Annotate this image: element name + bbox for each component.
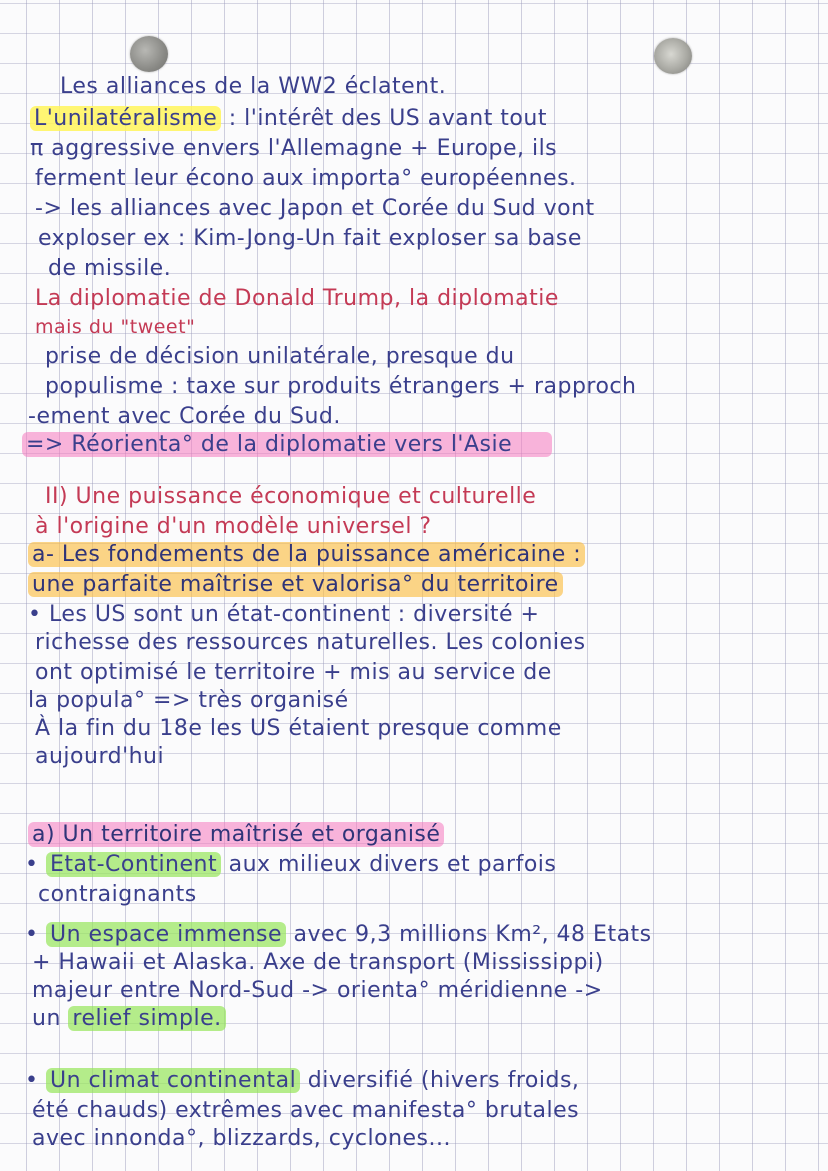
note-line-10: prise de décision unilatérale, presque du [45, 344, 515, 369]
bullet-icon: • [25, 1068, 46, 1093]
section-title-ii-cont: à l'origine d'un modèle universel ? [35, 514, 432, 539]
note-line-4: ferment leur écono aux importa° européennes. [35, 166, 577, 191]
note-line-18: • Les US sont un état-continent : diversité + [28, 602, 540, 627]
note-line-19: richesse des ressources naturelles. Les colonies [35, 630, 586, 655]
note-line-6: exploser ex : Kim-Jong-Un fait exploser sa base [38, 226, 582, 251]
highlight-maitrise: une parfaite maîtrise et valorisa° du territoire [28, 572, 563, 597]
subsection-a-title [28, 540, 585, 570]
note-line-13 [22, 430, 552, 460]
note-line-20: ont optimisé le territoire + mis au service de [35, 660, 552, 685]
note-line-21: la popula° => très organisé [28, 688, 349, 713]
note-line-23: aujourd'hui [35, 744, 165, 769]
note-line-29: majeur entre Nord-Sud -> orienta° méridienne -> [32, 978, 603, 1003]
note-line-11: populisme : taxe sur produits étrangers + rapproch [45, 374, 637, 399]
highlight-espace-immense: Un espace immense [46, 922, 286, 947]
subsection-a-title-cont [28, 570, 563, 600]
note-line-25: • Etat-Continent aux milieux divers et parfois [25, 852, 557, 877]
highlight-territoire: a) Un territoire maîtrisé et organisé [28, 822, 444, 847]
highlight-reorientation: => Réorienta° de la diplomatie vers l'Asie [22, 432, 552, 457]
note-line-27: • Un espace immense avec 9,3 millions Km², 48 Etats [25, 922, 652, 947]
highlight-unilateralisme: L'unilatéralisme [30, 106, 221, 131]
note-line-22: À la fin du 18e les US étaient presque comme [35, 716, 562, 741]
bullet-icon: • [25, 852, 46, 877]
note-line-31: • Un climat continental diversifié (hivers froids, [25, 1068, 580, 1093]
note-line-33: avec innonda°, blizzards, cyclones... [32, 1126, 452, 1151]
highlight-relief-simple: relief simple. [68, 1006, 225, 1031]
bullet-icon: • [25, 922, 46, 947]
note-line-12: -ement avec Corée du Sud. [28, 404, 341, 429]
note-line-2: L'unilatéralisme : l'intérêt des US avant tout [30, 104, 547, 134]
note-line-1: Les alliances de la WW2 éclatent. [60, 74, 447, 99]
punch-hole-right [654, 38, 692, 74]
note-line-3: π aggressive envers l'Allemagne + Europe, ils [30, 136, 558, 161]
note-line-28: + Hawaii et Alaska. Axe de transport (Mississippi) [32, 950, 604, 975]
highlight-fondements: a- Les fondements de la puissance américaine : [28, 542, 585, 567]
subsection-a1-title [28, 820, 444, 850]
section-title-ii: II) Une puissance économique et culturelle [45, 484, 537, 509]
note-line-5: -> les alliances avec Japon et Corée du Sud vont [35, 196, 595, 221]
note-line-30: un relief simple. [32, 1004, 226, 1034]
punch-hole-left [130, 36, 168, 72]
highlight-climat-continental: Un climat continental [46, 1068, 300, 1093]
heading-trump-diplomacy: La diplomatie de Donald Trump, la diplomatie [35, 286, 559, 311]
note-line-7: de missile. [48, 256, 172, 281]
highlight-etat-continent: Etat-Continent [46, 852, 221, 877]
note-line-26: contraignants [38, 882, 197, 907]
heading-trump-diplomacy-cont: mais du "tweet" [35, 316, 196, 338]
note-line-32: été chauds) extrêmes avec manifesta° brutales [32, 1098, 580, 1123]
